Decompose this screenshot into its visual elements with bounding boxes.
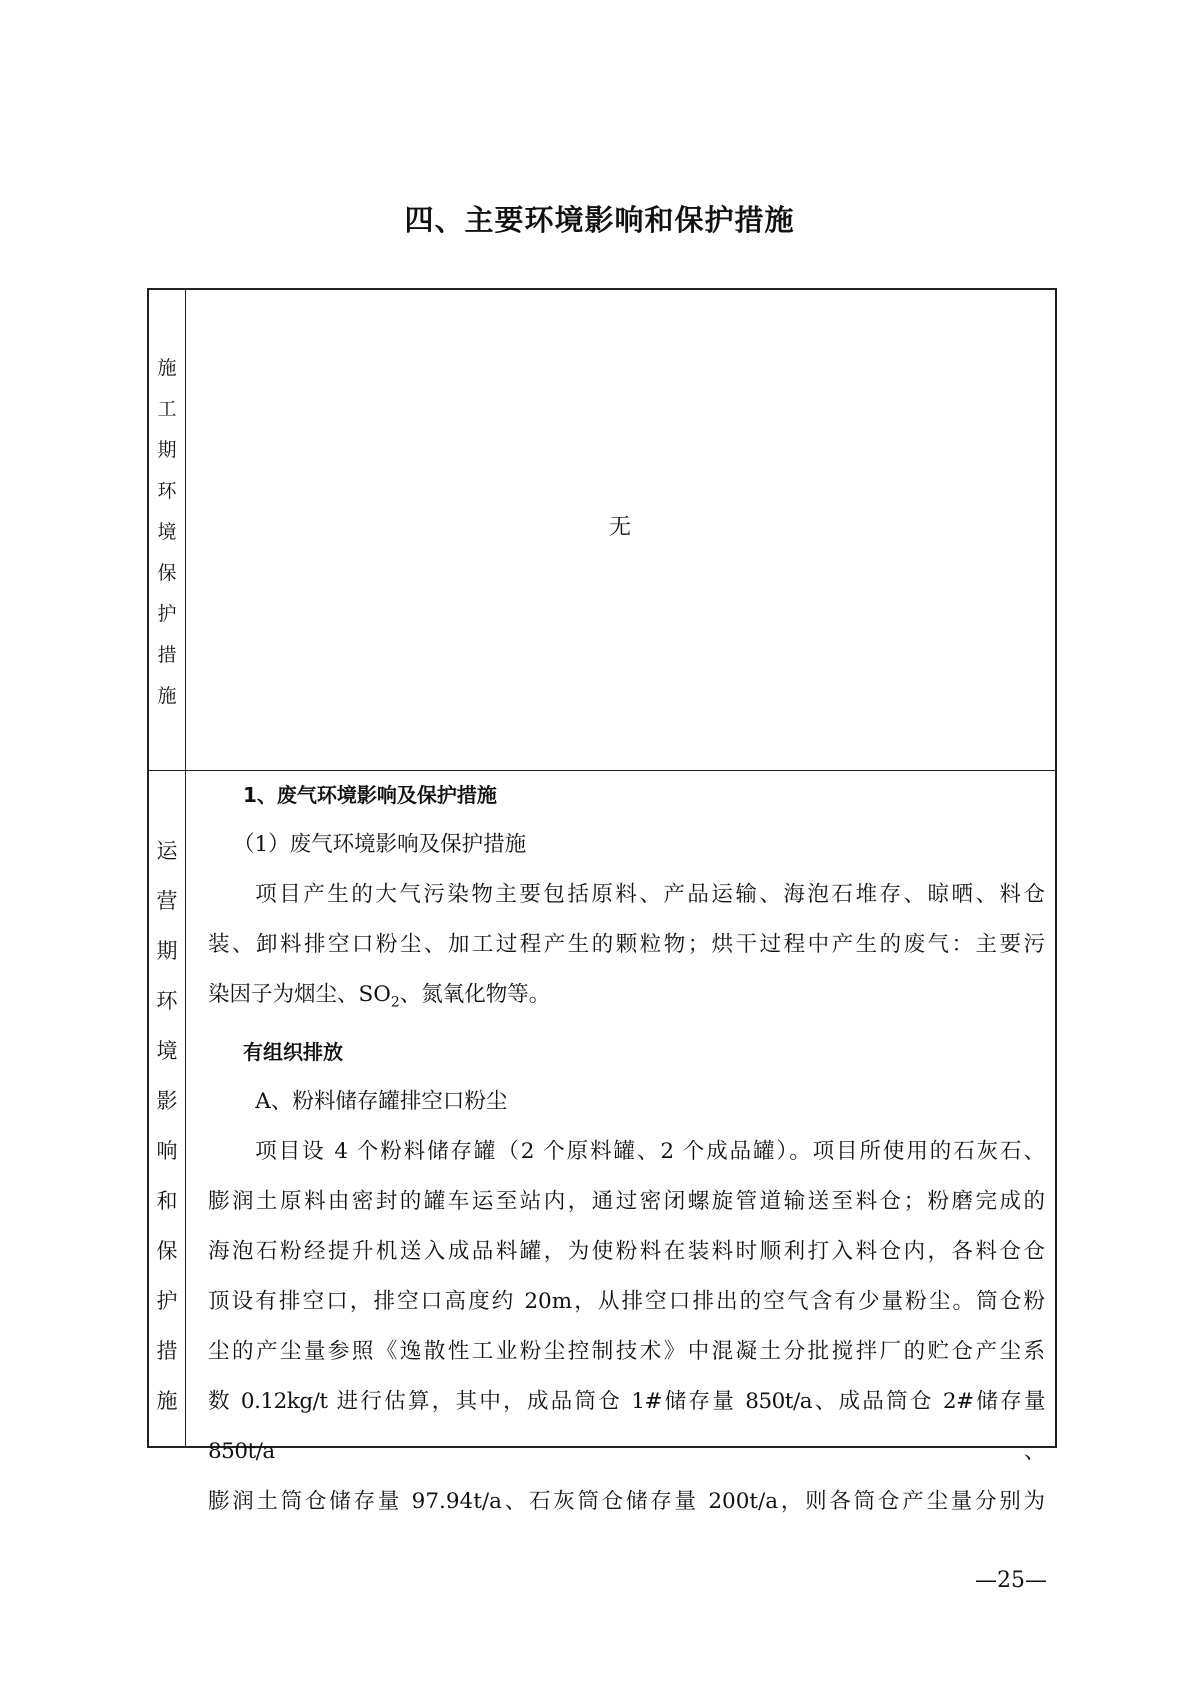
paragraph-line: 装、卸料排空口粉尘、加工过程产生的颗粒物；烘干过程中产生的废气：主要污 — [208, 932, 1045, 957]
label-char: 和 — [156, 1189, 178, 1213]
label-char: 护 — [157, 603, 177, 625]
label-char: 期 — [157, 439, 177, 461]
paragraph-line: 海泡石粉经提升机送入成品料罐，为使粉料在装料时顺利打入料仓内，各料仓仓 — [208, 1239, 1045, 1265]
label-char: 环 — [157, 480, 177, 502]
paragraph-line: 项目产生的大气污染物主要包括原料、产品运输、海泡石堆存、晾晒、料仓 — [255, 882, 1045, 907]
label-char: 境 — [157, 521, 177, 543]
label-char: 响 — [156, 1139, 178, 1163]
paragraph-line: 顶设有排空口，排空口高度约 20m，从排空口排出的空气含有少量粉尘。筒仓粉 — [208, 1289, 1045, 1315]
construction-period-label — [149, 348, 185, 717]
text-run: 染因子为烟尘、SO — [208, 982, 391, 1007]
paragraph-line: 尘的产尘量参照《逸散性工业粉尘控制技术》中混凝土分批搅拌厂的贮仓产尘系 — [208, 1339, 1045, 1365]
subsection-heading: （1）废气环境影响及保护措施 — [233, 832, 527, 857]
paragraph-line: 膨润土原料由密封的罐车运至站内，通过密闭螺旋管道输送至料仓；粉磨完成的 — [208, 1189, 1045, 1215]
label-char: 保 — [157, 562, 177, 584]
operation-period-label — [149, 826, 185, 1426]
label-char: 环 — [156, 989, 178, 1013]
paragraph-line: 项目设 4 个粉料储存罐（2 个原料罐、2 个成品罐）。项目所使用的石灰石、 — [255, 1139, 1045, 1165]
subsection-heading: A、粉料储存罐排空口粉尘 — [255, 1089, 508, 1115]
text-run: 、氮氧化物等。 — [399, 982, 551, 1007]
label-char: 施 — [157, 685, 177, 707]
label-char: 影 — [156, 1089, 178, 1113]
label-char: 工 — [157, 398, 177, 420]
label-char: 运 — [156, 839, 178, 863]
label-char: 营 — [156, 889, 178, 913]
section-heading: 1、废气环境影响及保护措施 — [243, 783, 497, 807]
page-number: —25— — [975, 1568, 1047, 1593]
operation-period-content — [185, 770, 1055, 1527]
paragraph-line: 数 0.12kg/t 进行估算，其中，成品筒仓 1#储存量 850t/a、成品筒仓 2#储存量 850t/a、 — [208, 1389, 1045, 1465]
paragraph-line — [208, 970, 1045, 1027]
label-char: 施 — [156, 1389, 178, 1413]
label-char: 护 — [156, 1289, 178, 1313]
measures-table — [147, 288, 1057, 1515]
section-heading: 有组织排放 — [243, 1040, 343, 1065]
page-title: 四、主要环境影响和保护措施 — [404, 203, 795, 237]
label-char: 境 — [156, 1039, 178, 1063]
label-char: 措 — [156, 1339, 178, 1363]
label-char: 保 — [156, 1239, 178, 1263]
label-char: 期 — [156, 939, 178, 963]
subscript: 2 — [390, 994, 400, 1011]
construction-period-content: 无 — [608, 515, 631, 540]
label-char: 措 — [157, 644, 177, 666]
paragraph-line: 膨润土筒仓储存量 97.94t/a、石灰筒仓储存量 200t/a，则各筒仓产尘量分别为 — [208, 1489, 1045, 1515]
label-char: 施 — [157, 357, 177, 379]
